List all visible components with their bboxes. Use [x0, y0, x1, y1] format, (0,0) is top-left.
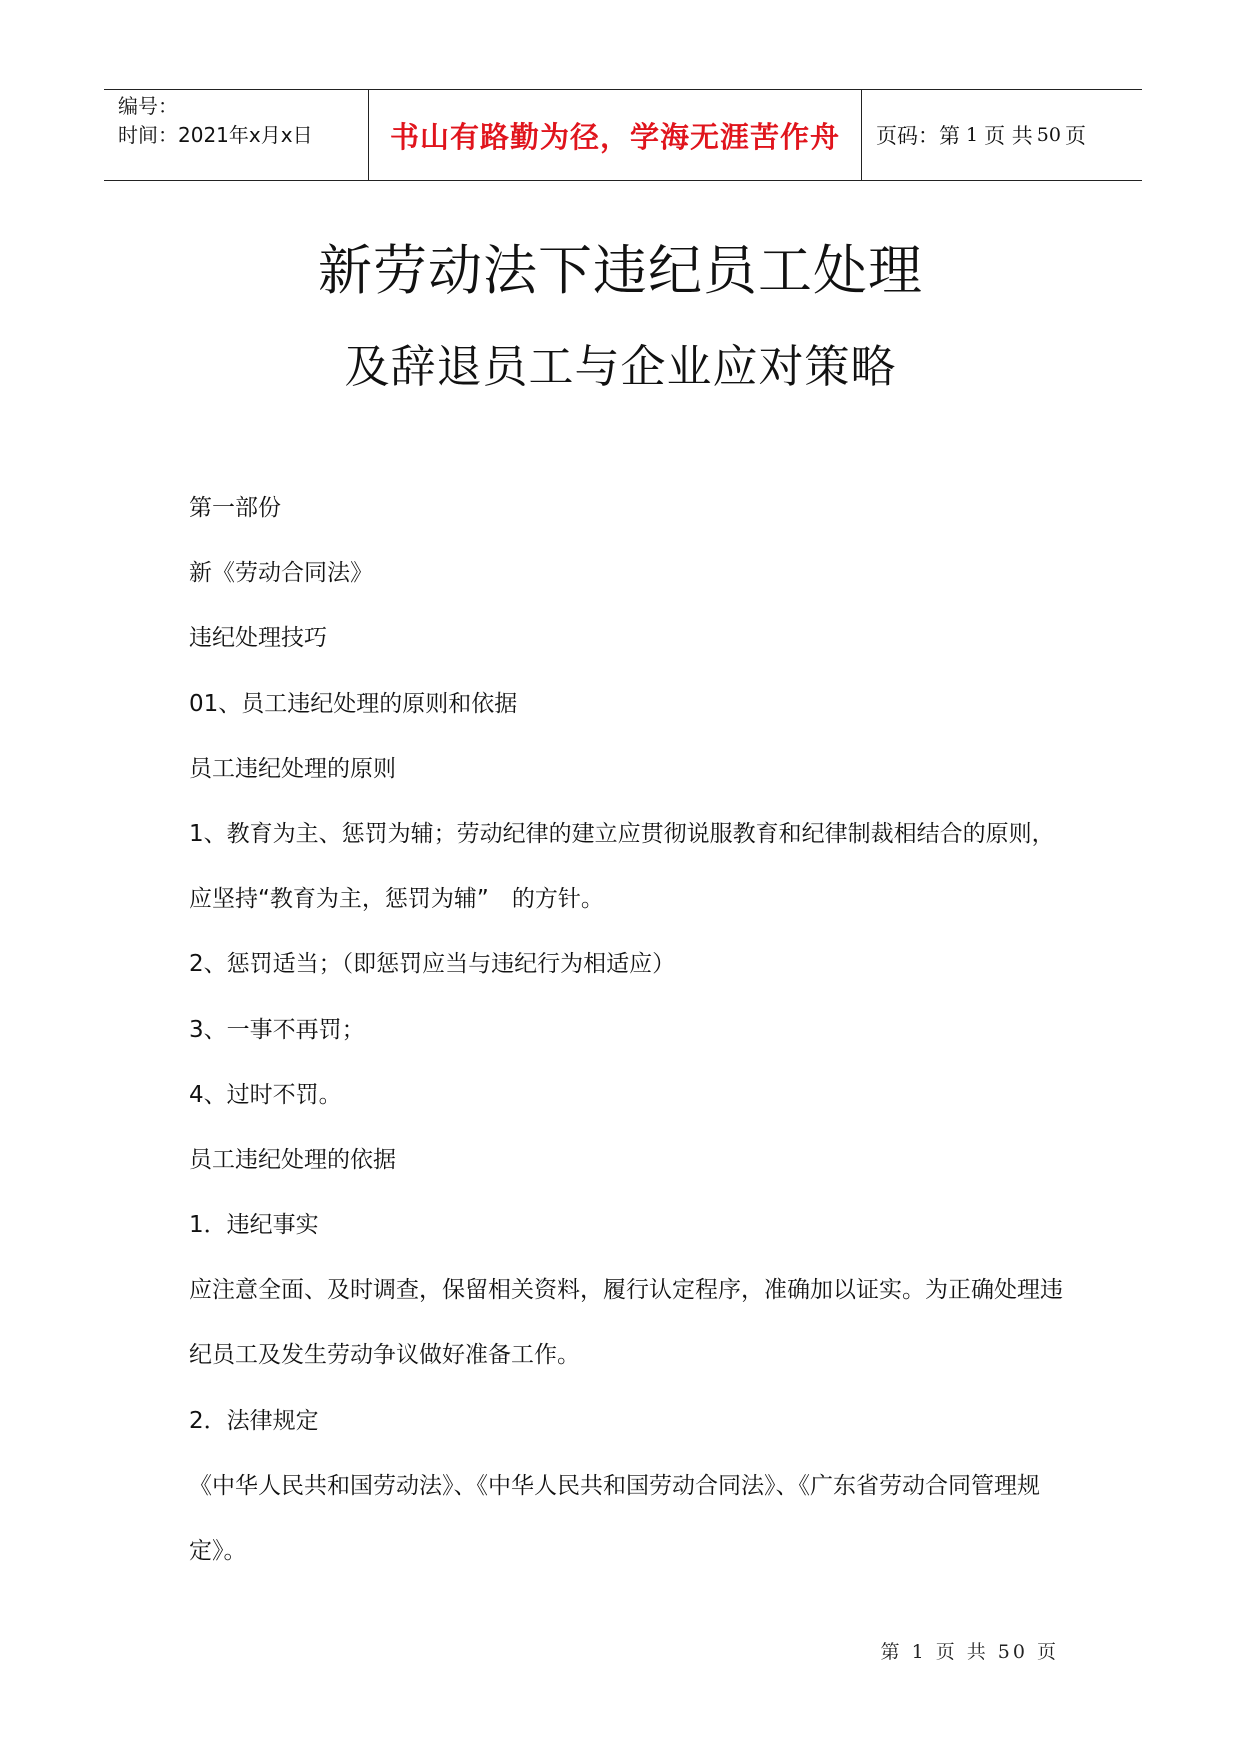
- page-current: 1: [966, 124, 979, 146]
- body-line: 2、惩罚适当；（即惩罚应当与违纪行为相适应）: [189, 951, 676, 978]
- page-header: [104, 89, 1142, 181]
- body-line: 2．法律规定: [189, 1407, 319, 1434]
- page-label-prefix: 页码：第: [876, 124, 960, 148]
- body-line: 1．违纪事实: [189, 1212, 319, 1239]
- body-line: 01、员工违纪处理的原则和依据: [189, 690, 518, 717]
- document-title: 新劳动法下违纪员工处理: [318, 239, 923, 302]
- time-label: 时间：2021年x月x日: [118, 123, 313, 147]
- body-line: 员工违纪处理的依据: [189, 1146, 396, 1173]
- body-line: 员工违纪处理的原则: [189, 755, 396, 782]
- document-body: [189, 488, 1069, 1596]
- motto-text: 书山有路勤为径，学海无涯苦作舟: [389, 119, 840, 154]
- header-page-cell: [862, 90, 1142, 180]
- body-line: 1、教育为主、惩罚为辅；劳动纪律的建立应贯彻说服教育和纪律制裁相结合的原则，: [189, 820, 1055, 847]
- serial-label: 编号：: [118, 94, 178, 118]
- body-line: 违纪处理技巧: [189, 625, 327, 652]
- document-subtitle: 及辞退员工与企业应对策略: [344, 340, 897, 393]
- body-line: 4、过时不罚。: [189, 1081, 342, 1108]
- page-footer: 第 1 页 共 50 页: [880, 1641, 1059, 1663]
- header-meta-cell: [104, 90, 368, 180]
- body-line: 第一部份: [189, 495, 281, 521]
- body-line: 新《劳动合同法》: [189, 560, 373, 587]
- page-total: 50: [1036, 124, 1061, 146]
- page-label-suffix: 页: [1064, 124, 1086, 148]
- page-label-mid: 页 共: [984, 124, 1033, 148]
- body-line: 应注意全面、及时调查，保留相关资料，履行认定程序，准确加以证实。为正确处理违: [189, 1277, 1063, 1304]
- body-line: 纪员工及发生劳动争议做好准备工作。: [189, 1342, 580, 1369]
- header-motto-cell: [368, 90, 862, 180]
- body-line: 定》。: [189, 1538, 247, 1564]
- body-line: 《中华人民共和国劳动法》、《中华人民共和国劳动合同法》、《广东省劳动合同管理规: [189, 1472, 1040, 1499]
- body-line: 3、一事不再罚；: [189, 1016, 365, 1043]
- body-line: 应坚持“教育为主，惩罚为辅” 的方针。: [189, 886, 604, 913]
